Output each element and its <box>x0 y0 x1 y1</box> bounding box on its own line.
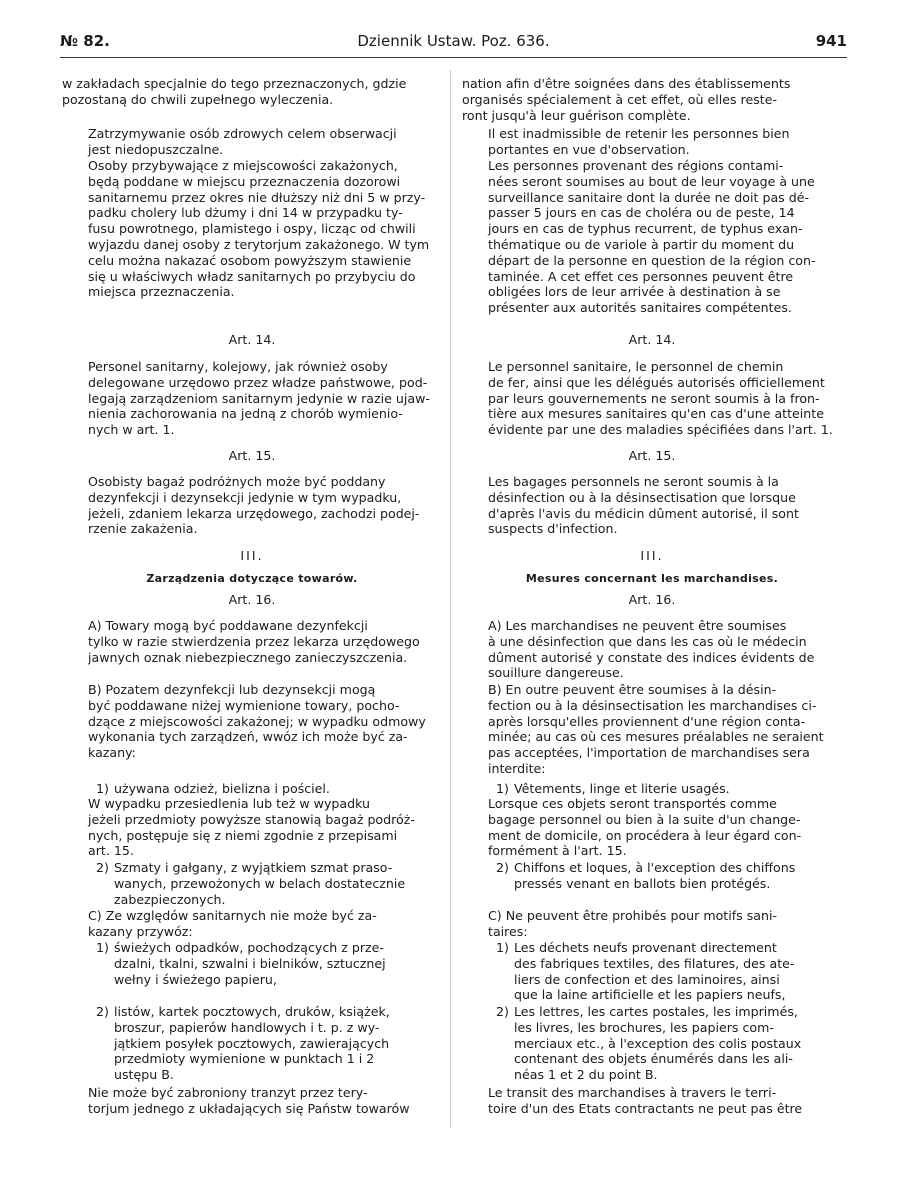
text-line: B) Pozatem dezynfekcji lub dezynsekcji mogą <box>88 682 376 697</box>
text-line: Le personnel sanitaire, le personnel de chemin <box>488 359 784 374</box>
text-line: Les lettres, les cartes postales, les imprimés, <box>514 1004 798 1019</box>
text-line: Zatrzymywanie osób zdrowych celem obserwacji <box>88 126 397 141</box>
text-line: A) Towary mogą być poddawane dezynfekcji <box>88 618 368 633</box>
section-subheading: Mesures concernant les marchandises. <box>525 572 779 585</box>
text-line: par leurs gouvernements ne seront soumis à la fron- <box>488 390 820 406</box>
text-line: les livres, les brochures, les papiers com- <box>514 1019 774 1035</box>
text-line: W wypadku przesiedlenia lub też w wypadku <box>88 796 371 811</box>
text-line: pozostaną do chwili zupełnego wyleczenia. <box>62 91 334 107</box>
text-line: thématique ou de variole à partir du moment du <box>488 236 795 252</box>
list-marker: 2) <box>496 1004 509 1019</box>
paragraph-16c <box>62 908 442 940</box>
paragraph-transit <box>62 1085 442 1117</box>
list-marker: 2) <box>496 860 509 875</box>
text-line: świeżych odpadków, pochodzących z prze- <box>114 940 384 955</box>
page-number: 941 <box>815 32 847 50</box>
text-line: interdite: <box>488 760 546 776</box>
paragraph-article-14 <box>462 359 842 438</box>
text-line: minée; au cas où ces mesures préalables ne seraient <box>488 729 824 745</box>
text-line: ment de domicile, on procédera à leur égard con- <box>488 827 802 843</box>
text-line: sanitarnemu przez okres nie dłuższy niż dni 5 w przy- <box>88 189 426 205</box>
text-line: formément à l'art. 15. <box>488 843 627 859</box>
text-line: się u właściwych władz sanitarnych po przybyciu do <box>88 268 416 284</box>
paragraph-16c <box>462 908 842 940</box>
list-marker: 1) <box>96 781 109 796</box>
text-line: évidente par une des maladies spécifiées dans l'art. 1. <box>488 422 833 438</box>
text-line: dzalni, tkalni, szwalni i bielników, sztucznej <box>114 955 386 971</box>
section-heading: III. <box>240 548 264 563</box>
text-line: Vêtements, linge et literie usagés. <box>514 781 730 796</box>
article-16-heading: Art. 16. <box>628 592 676 607</box>
text-line: surveillance sanitaire dont la durée ne doit pas dé- <box>488 189 810 205</box>
text-line: broszur, papierów handlowych i t. p. z wy- <box>114 1019 380 1035</box>
text-line: jątkiem posyłek pocztowych, zawierających <box>114 1035 390 1051</box>
paragraph-persons <box>462 158 842 316</box>
paragraph-16b <box>462 682 842 777</box>
text-line: merciaux etc., à l'exception des colis postaux <box>514 1035 802 1051</box>
text-line: legają zarządzeniom sanitarnym jedynie w razie ujaw- <box>88 390 430 406</box>
text-line: que la laine artificielle et les papiers neufs, <box>514 987 786 1003</box>
text-line: zabezpieczonych. <box>114 891 226 907</box>
text-line: contenant des objets énumérés dans les ali- <box>514 1051 793 1067</box>
list-item-c2 <box>62 1004 442 1083</box>
text-line: C) Ze względów sanitarnych nie może być za- <box>88 908 377 923</box>
paragraph-persons <box>62 158 442 300</box>
text-line: taires: <box>488 923 528 939</box>
text-line: Osoby przybywające z miejscowości zakażonych, <box>88 158 398 173</box>
text-line: obligées lors de leur arrivée à destination à se <box>488 284 781 300</box>
text-line: listów, kartek pocztowych, druków, książek, <box>114 1004 390 1019</box>
list-marker: 1) <box>496 940 509 955</box>
text-line: portantes en vue d'observation. <box>488 141 690 157</box>
list-item-b2 <box>462 860 842 892</box>
text-line: pressés venant en ballots bien protégés. <box>514 875 771 891</box>
text-line: Personel sanitarny, kolejowy, jak również osoby <box>88 359 388 374</box>
text-line: toire d'un des Etats contractants ne peut pas être <box>488 1100 803 1116</box>
text-line: tière aux mesures sanitaires qu'en cas d'une atteinte <box>488 406 824 422</box>
text-line: Les déchets neufs provenant directement <box>514 940 777 955</box>
text-line: nych w art. 1. <box>88 422 175 438</box>
text-line: padku cholery lub dżumy i dni 14 w przypadku ty- <box>88 205 403 221</box>
text-line: wełny i świeżego papieru, <box>114 971 277 987</box>
text-line: nienia zachorowania na jedną z chorób wymienio- <box>88 406 403 422</box>
text-line: pas acceptées, l'importation de marchandises sera <box>488 745 810 761</box>
list-marker: 1) <box>96 940 109 955</box>
article-16-heading: Art. 16. <box>228 592 276 607</box>
text-line: dezynfekcji i dezynsekcji jedynie w tym wypadku, <box>88 489 402 505</box>
header-rule <box>60 57 847 58</box>
text-line: B) En outre peuvent être soumises à la désin- <box>488 682 777 697</box>
text-line: przedmioty wymienione w punktach 1 i 2 <box>114 1051 375 1067</box>
text-line: taminée. A cet effet ces personnes peuvent être <box>488 268 794 284</box>
text-line: jeżeli, zdaniem lekarza urzędowego, zachodzi podej- <box>88 505 420 521</box>
paragraph-transit <box>462 1085 842 1117</box>
text-line: wyjazdu danej osoby z terytorjum zakażonego. W tym <box>88 236 430 252</box>
paragraph-b-continued <box>62 796 442 859</box>
section-heading: III. <box>640 548 664 563</box>
paragraph-intro <box>62 76 442 108</box>
text-line: des fabriques textiles, des filatures, des ate- <box>514 955 795 971</box>
text-line: dûment autorisé y constate des indices évidents de <box>488 649 815 665</box>
paragraph-16b <box>62 682 442 761</box>
column-divider <box>450 70 451 1128</box>
text-line: d'après l'avis du médicin dûment autorisé, il sont <box>488 505 799 521</box>
paragraph-detention <box>62 126 442 158</box>
text-line: Les bagages personnels ne seront soumis à la <box>488 474 779 489</box>
text-line: néas 1 et 2 du point B. <box>514 1067 658 1083</box>
text-line: ustępu B. <box>114 1067 174 1083</box>
text-line: Chiffons et loques, à l'exception des chiffons <box>514 860 796 875</box>
text-line: nych, postępuje się z niemi zgodnie z przepisami <box>88 827 398 843</box>
text-line: miejsca przeznaczenia. <box>88 284 235 300</box>
text-line: Il est inadmissible de retenir les personnes bien <box>488 126 790 141</box>
text-line: Osobisty bagaż podróżnych może być poddany <box>88 474 386 489</box>
text-line: A) Les marchandises ne peuvent être soumises <box>488 618 787 633</box>
text-line: będą poddane w miejscu przeznaczenia dozorowi <box>88 173 401 189</box>
article-15-heading: Art. 15. <box>628 448 676 463</box>
list-item-c1 <box>462 940 842 1003</box>
text-line: wykonania tych zarządzeń, wwóz ich może być za- <box>88 729 408 745</box>
article-14-heading: Art. 14. <box>628 332 676 347</box>
text-line: jours en cas de typhus recurrent, de typhus exan- <box>488 221 803 237</box>
text-line: fusu powrotnego, plamistego i ospy, licząc od chwili <box>88 221 416 237</box>
text-line: być poddawane niżej wymienione towary, pocho- <box>88 697 400 713</box>
text-line: suspects d'infection. <box>488 521 618 537</box>
paragraph-16a <box>462 618 842 681</box>
text-line: rzenie zakażenia. <box>88 521 198 537</box>
paragraph-article-15 <box>462 474 842 537</box>
article-14-heading: Art. 14. <box>228 332 276 347</box>
page-header <box>60 28 847 54</box>
text-line: liers de confection et des laminoires, ainsi <box>514 971 780 987</box>
text-line: w zakładach specjalnie do tego przeznaczonych, gdzie <box>62 76 407 91</box>
text-line: kazany przywóz: <box>88 923 193 939</box>
text-line: jeżeli przedmioty powyższe stanowią bagaż podróż- <box>88 811 415 827</box>
list-item-b1 <box>62 781 442 797</box>
text-line: à une désinfection que dans les cas où le médecin <box>488 633 807 649</box>
section-subheading: Zarządzenia dotyczące towarów. <box>146 572 358 585</box>
list-item-b2 <box>62 860 442 907</box>
text-line: nées seront soumises au bout de leur voyage à une <box>488 173 815 189</box>
text-line: kazany: <box>88 745 136 761</box>
text-line: Nie może być zabroniony tranzyt przez tery- <box>88 1085 368 1100</box>
text-line: Les personnes provenant des régions contami- <box>488 158 784 173</box>
text-line: delegowane urzędowo przez władze państwowe, pod- <box>88 374 428 390</box>
text-line: bagage personnel ou bien à la suite d'un change- <box>488 811 801 827</box>
text-line: après lorsqu'elles proviennent d'une région conta- <box>488 713 806 729</box>
text-line: Szmaty i gałgany, z wyjątkiem szmat praso- <box>114 860 393 875</box>
text-line: Le transit des marchandises à travers le terri- <box>488 1085 777 1100</box>
text-line: passer 5 jours en cas de choléra ou de peste, 14 <box>488 205 795 221</box>
text-line: départ de la personne en question de la région con- <box>488 252 816 268</box>
article-15-heading: Art. 15. <box>228 448 276 463</box>
text-line: dzące z miejscowości zakażonej; w wypadku odmowy <box>88 713 426 729</box>
list-marker: 2) <box>96 1004 109 1019</box>
list-marker: 2) <box>96 860 109 875</box>
text-line: désinfection ou à la désinsectisation que lorsque <box>488 489 796 505</box>
paragraph-b-continued <box>462 796 842 859</box>
paragraph-detention <box>462 126 842 158</box>
paragraph-article-14 <box>62 359 442 438</box>
text-line: de fer, ainsi que les délégués autorisés officiellement <box>488 374 825 390</box>
text-line: nation afin d'être soignées dans des établissements <box>462 76 791 91</box>
text-line: celu można nakazać osobom powyższym stawienie <box>88 252 412 268</box>
list-marker: 1) <box>496 781 509 796</box>
text-line: souillure dangereuse. <box>488 665 624 681</box>
paragraph-16a <box>62 618 442 665</box>
text-line: jawnych oznak niebezpiecznego zanieczyszczenia. <box>88 649 408 665</box>
text-line: tylko w razie stwierdzenia przez lekarza urzędowego <box>88 633 420 649</box>
paragraph-intro <box>462 76 842 123</box>
text-line: wanych, przewożonych w belach dostatecznie <box>114 875 406 891</box>
paragraph-article-15 <box>62 474 442 537</box>
text-line: art. 15. <box>88 843 134 859</box>
text-line: présenter aux autorités sanitaires compétentes. <box>488 300 792 316</box>
text-line: ront jusqu'à leur guérison complète. <box>462 107 691 123</box>
text-line: Lorsque ces objets seront transportés comme <box>488 796 777 811</box>
list-item-c2 <box>462 1004 842 1083</box>
text-line: fection ou à la désinsectisation les marchandises ci- <box>488 697 817 713</box>
text-line: torjum jednego z układających się Państw towarów <box>88 1100 410 1116</box>
text-line: jest niedopuszczalne. <box>88 141 224 157</box>
text-line: organisés spécialement à cet effet, où elles reste- <box>462 91 777 107</box>
list-item-c1 <box>62 940 442 987</box>
text-line: używana odzież, bielizna i pościel. <box>114 781 330 796</box>
issue-number: № 82. <box>60 32 110 50</box>
list-item-b1 <box>462 781 842 797</box>
text-line: C) Ne peuvent être prohibés pour motifs sani- <box>488 908 778 923</box>
journal-title: Dziennik Ustaw. Poz. 636. <box>357 32 550 50</box>
